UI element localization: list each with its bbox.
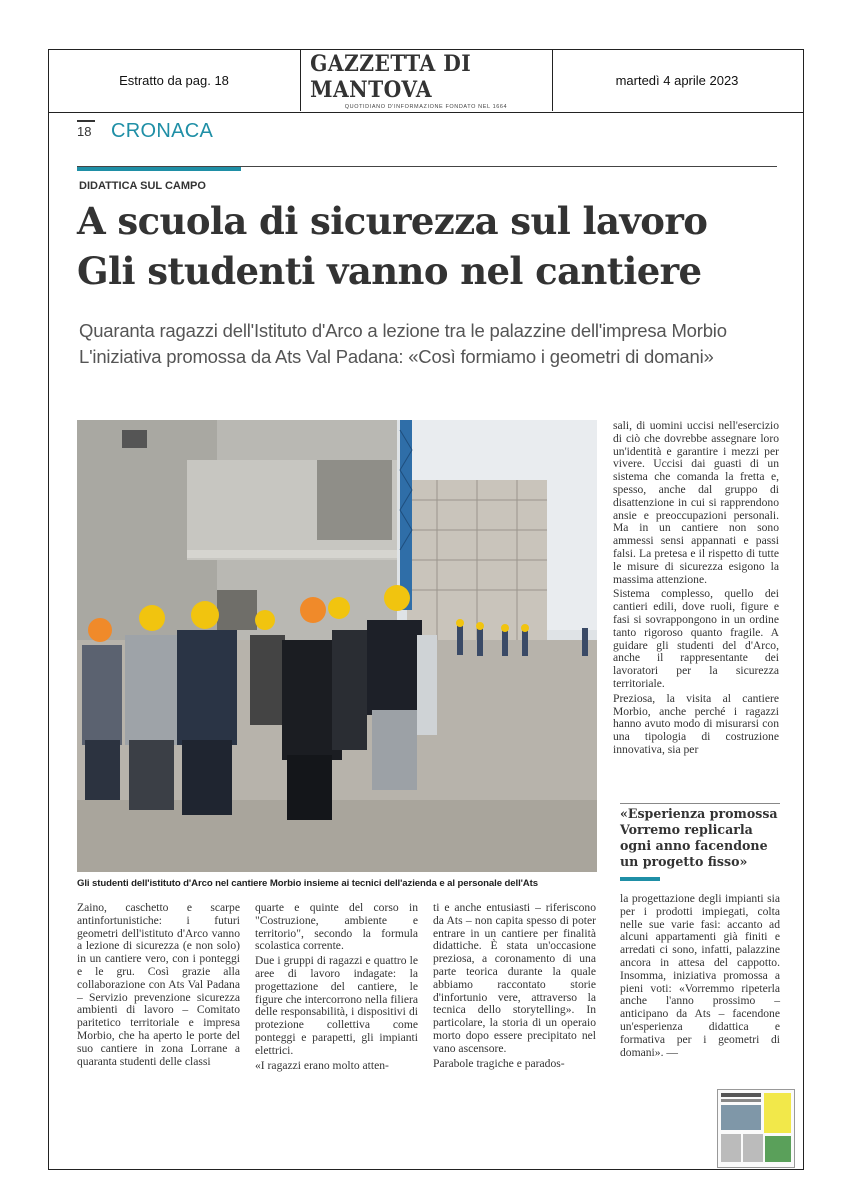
paragraph: Due i gruppi di ragazzi e quattro le aree di lavoro indagate: la progettazione del cantiere, le figure che intercorrono nella filiera delle responsabilità, i dispositivi di protezione collettiva come ponteggi e parapetti, gli impianti elettrici. [255,954,418,1057]
headline-line-2: Gli studenti vanno nel cantiere [77,249,702,293]
article-column-2 [255,902,418,1074]
photo-caption: Gli studenti dell'istituto d'Arco nel cantiere Morbio insieme ai tecnici dell'azienda e al personale dell'Ats [77,878,538,889]
paragraph: ti e anche entusiasti – riferiscono da Ats – non capita spesso di poter entrare in un cantiere per finalità didattiche. È stata un'occasione preziosa, a coronamento di una parte teorica durante la quale abbiamo raccontato storie d'infortunio vere, attraverso la tecnica dello storytelling». In particolare, la storia di un operaio morto dopo essere precipitato nel vano ascensore. [433,901,596,1055]
paragraph: quarte e quinte del corso in "Costruzione, ambiente e territorio", secondo la formula scolastica corrente. [255,901,418,953]
paragraph: Parabole tragiche e parados- [433,1056,565,1070]
section-bar [77,118,777,167]
article-kicker: DIDATTICA SUL CAMPO [79,180,206,192]
masthead-logo: GAZZETTA DI MANTOVA [310,50,472,103]
pull-quote: «Esperienza promossa Vorremo replicarla ogni anno facendone un progetto fisso» [620,806,778,869]
article-column-right-top [613,420,779,759]
paragraph: Preziosa, la visita al cantiere Morbio, anche perché i ragazzi hanno avuto modo di misurarsi con una tipologia di costruzione innovativa, sia per [613,691,779,756]
pull-quote-accent [620,877,660,881]
masthead-subtitle: QUOTIDIANO D'INFORMAZIONE FONDATO NEL 1664 [344,103,508,110]
article-column-3 [433,902,596,1072]
masthead-block [300,49,553,111]
extract-label: Estratto da pag. 18 [48,49,301,111]
subhead-line-2: L'iniziativa promossa da Ats Val Padana: «Così formiamo i geometri di domani» [79,346,714,367]
paragraph: sali, di uomini uccisi nell'esercizio di ciò che dovrebbe assegnare loro un'identità e garantire i mezzi per vivere. Uccisi dai guasti di un sistema che comanda la fretta e, spesso, anche dal gruppo di disattenzione in cui si rapprendono ansie e preoccupazioni personali. Ma in un cantiere non sono ammessi sensi appannati e passi falsi. La pretesa e il rispetto di tutte le misure di sicurezza esigono la massima attenzione. [613,419,779,586]
subhead-line-1: Quaranta ragazzi dell'Istituto d'Arco a lezione tra le palazzine dell'impresa Morbio [79,320,727,341]
page-number: 18 [77,124,92,139]
article-subhead [79,318,799,370]
clipping-header [48,49,804,113]
article-photo [77,420,597,872]
page-number-rule [77,120,95,122]
paragraph: la progettazione degli impianti sia per i prodotti impiegati, colta nelle sue varie fasi: accanto ad alcuni appartamenti già finiti e arredati ci sono, infatti, palazzine ancora in attesa del cappotto. Insomma, iniziativa promossa a pieni voti: «Vorremmo ripeterla anche l'anno prossimo – anticipano da Ats – facendone un'esperienza didattica e formativa per i geometri di domani». — [620,892,780,1059]
headline-line-1: A scuola di sicurezza sul lavoro [77,199,708,243]
page-thumbnail [717,1089,795,1168]
article-column-1 [77,902,240,1070]
article-column-right-bottom [620,893,780,1061]
issue-date: martedì 4 aprile 2023 [615,72,739,88]
section-accent-bar [77,167,241,171]
paragraph: Zaino, caschetto e scarpe antinfortunistiche: i futuri geometri dell'istituto d'Arco vanno a lezione di sicurezza (e non solo) in un cantiere vero, con i ponteggi e le gru. Così grazie alla collaborazione con Ats Val Padana – Servizio prevenzione sicurezza ambienti di lavoro – Comitato paritetico territoriale e impresa Morbio, che ha aperto le porte del suo cantiere in zona Lorrane a quaranta studenti delle classi [77,901,240,1068]
section-title: CRONACA [111,120,214,142]
paragraph: Sistema complesso, quello dei cantieri edili, dove ruoli, figure e fasi si sovrappongono in un ordine tanto rigoroso quanto fragile. A guidare gli studenti del d'Arco, anche il rappresentante dei lavoratori per la sicurezza territoriale. [613,587,779,690]
pull-quote-rule [620,803,780,804]
article-headline [77,196,787,296]
paragraph: «I ragazzi erano molto atten- [255,1058,389,1072]
